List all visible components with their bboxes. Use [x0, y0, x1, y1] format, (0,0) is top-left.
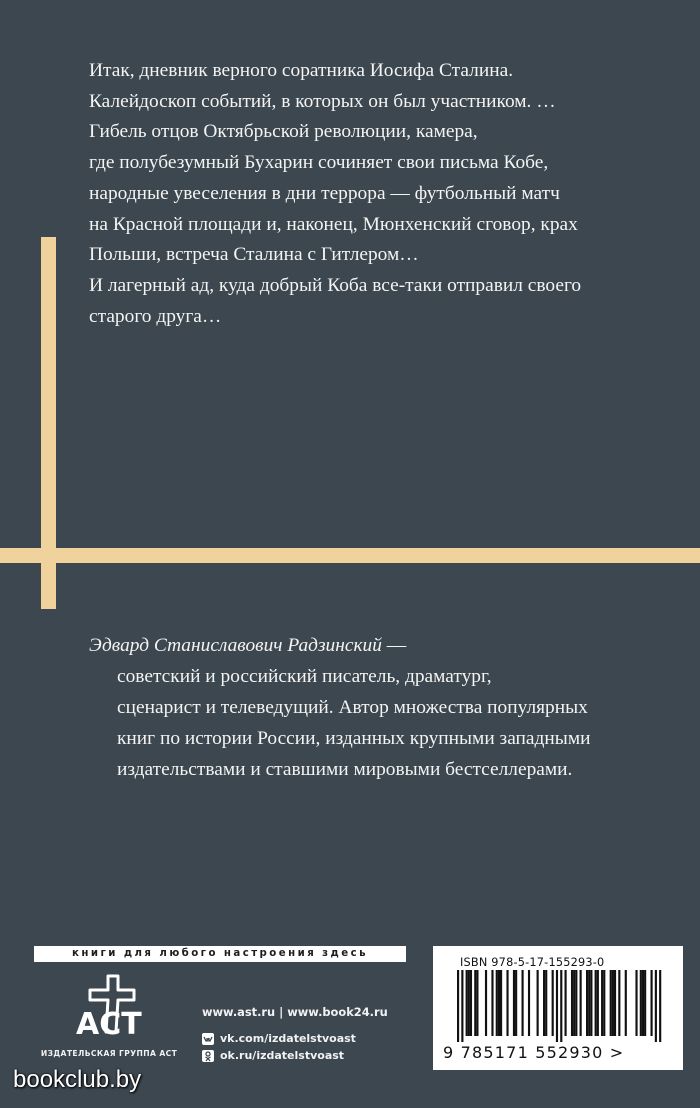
author-dash: —	[381, 635, 407, 656]
barcode-bar	[573, 970, 575, 1036]
blurb-line: Итак, дневник верного соратника Иосифа Сталина.	[89, 60, 514, 81]
author-name: Эдвард Станиславович Радзинский	[89, 635, 382, 656]
barcode-bar	[498, 970, 500, 1036]
barcode-bar	[457, 970, 459, 1042]
ean-digits: 9 785171 552930 >	[443, 1043, 625, 1062]
barcode	[433, 946, 683, 1070]
barcode-bar	[496, 970, 498, 1036]
barcode-bar	[500, 970, 502, 1036]
barcode-bar	[625, 970, 627, 1036]
barcode-bar	[586, 970, 588, 1036]
barcode-bar	[644, 970, 646, 1036]
barcode-bar	[612, 970, 614, 1036]
blurb-line: старого друга…	[89, 305, 222, 327]
watermark: bookclub.by	[13, 1066, 142, 1093]
logo-letters: АСТ	[76, 1007, 142, 1042]
barcode-bar	[513, 970, 515, 1036]
author-bio-line: издательствами и ставшими мировыми бестселлерами.	[117, 759, 573, 780]
barcode-bar	[515, 970, 517, 1036]
author-bio-line: советский и российский писатель, драматург,	[117, 666, 492, 687]
ok-icon	[202, 1050, 214, 1062]
barcode-bar	[595, 970, 597, 1036]
barcode-bar	[597, 970, 599, 1036]
book-blurb	[89, 56, 669, 332]
blurb-line: Польши, встреча Сталина с Гитлером…	[89, 244, 419, 266]
social-link-vk[interactable]	[202, 1032, 388, 1045]
barcode-bar	[552, 970, 554, 1036]
barcode-bar	[476, 970, 478, 1036]
publisher-websites[interactable]: www.ast.ru | www.book24.ru	[202, 1005, 388, 1019]
barcode-bar	[588, 970, 590, 1036]
blurb-line: где полубезумный Бухарин сочиняет свои письма Кобе,	[89, 152, 549, 174]
barcode-bar	[491, 970, 493, 1036]
barcode-bar	[506, 970, 508, 1036]
barcode-bar	[651, 970, 653, 1036]
barcode-bar	[565, 970, 567, 1036]
barcode-bar	[601, 970, 603, 1036]
publisher-logo	[38, 972, 180, 1062]
barcode-bars	[433, 970, 683, 1044]
horizontal-accent-line	[0, 548, 700, 563]
barcode-bar	[537, 970, 539, 1036]
barcode-bar	[642, 970, 644, 1036]
barcode-bar	[575, 970, 577, 1036]
blurb-line: Гибель отцов Октябрьской революции, камера,	[89, 121, 478, 143]
barcode-bar	[545, 970, 547, 1036]
barcode-bar	[468, 970, 470, 1036]
author-bio-line: книг по истории России, изданных крупными западными	[117, 728, 591, 749]
blurb-line: на Красной площади и, наконец, Мюнхенский сговор, крах	[89, 213, 578, 235]
publisher-links	[202, 1005, 388, 1066]
barcode-bar	[556, 970, 558, 1042]
barcode-bar	[522, 970, 524, 1036]
isbn-label: ISBN 978-5-17-155293-0	[460, 956, 605, 969]
barcode-bar	[655, 970, 657, 1042]
blurb-line: Калейдоскоп событий, в которых он был участником. …	[89, 90, 556, 112]
social-link-text: ok.ru/izdatelstvoast	[220, 1049, 345, 1062]
barcode-bar	[659, 970, 661, 1042]
barcode-bar	[571, 970, 573, 1036]
author-bio-line: сценарист и телеведущий. Автор множества популярных	[117, 697, 588, 718]
author-bio	[89, 630, 669, 785]
barcode-bar	[560, 970, 562, 1042]
barcode-bar	[461, 970, 463, 1042]
author-name-line	[89, 630, 669, 661]
barcode-bar	[618, 970, 620, 1036]
barcode-bar	[528, 970, 530, 1036]
blurb-line: народные увеселения в дни террора — футбольный матч	[89, 182, 560, 204]
vk-icon	[202, 1033, 214, 1045]
barcode-bar	[640, 970, 642, 1036]
barcode-bar	[590, 970, 592, 1036]
social-link-ok[interactable]	[202, 1049, 388, 1062]
barcode-bar	[603, 970, 605, 1036]
publisher-slogan: книги для любого настроения здесь	[34, 946, 406, 962]
ast-logo-icon	[38, 972, 180, 1048]
publisher-group-label: ИЗДАТЕЛЬСКАЯ ГРУППА АСТ	[40, 1049, 178, 1058]
barcode-bar	[580, 970, 582, 1036]
barcode-bar	[470, 970, 472, 1036]
barcode-bar	[614, 970, 616, 1036]
barcode-bar	[610, 970, 612, 1036]
barcode-bar	[474, 970, 476, 1036]
barcode-bar	[635, 970, 637, 1036]
blurb-line: И лагерный ад, куда добрый Коба все-таки отправил своего	[89, 274, 582, 296]
barcode-bar	[543, 970, 545, 1036]
social-link-text: vk.com/izdatelstvoast	[220, 1032, 356, 1045]
barcode-bar	[466, 970, 468, 1036]
barcode-bar	[485, 970, 487, 1036]
